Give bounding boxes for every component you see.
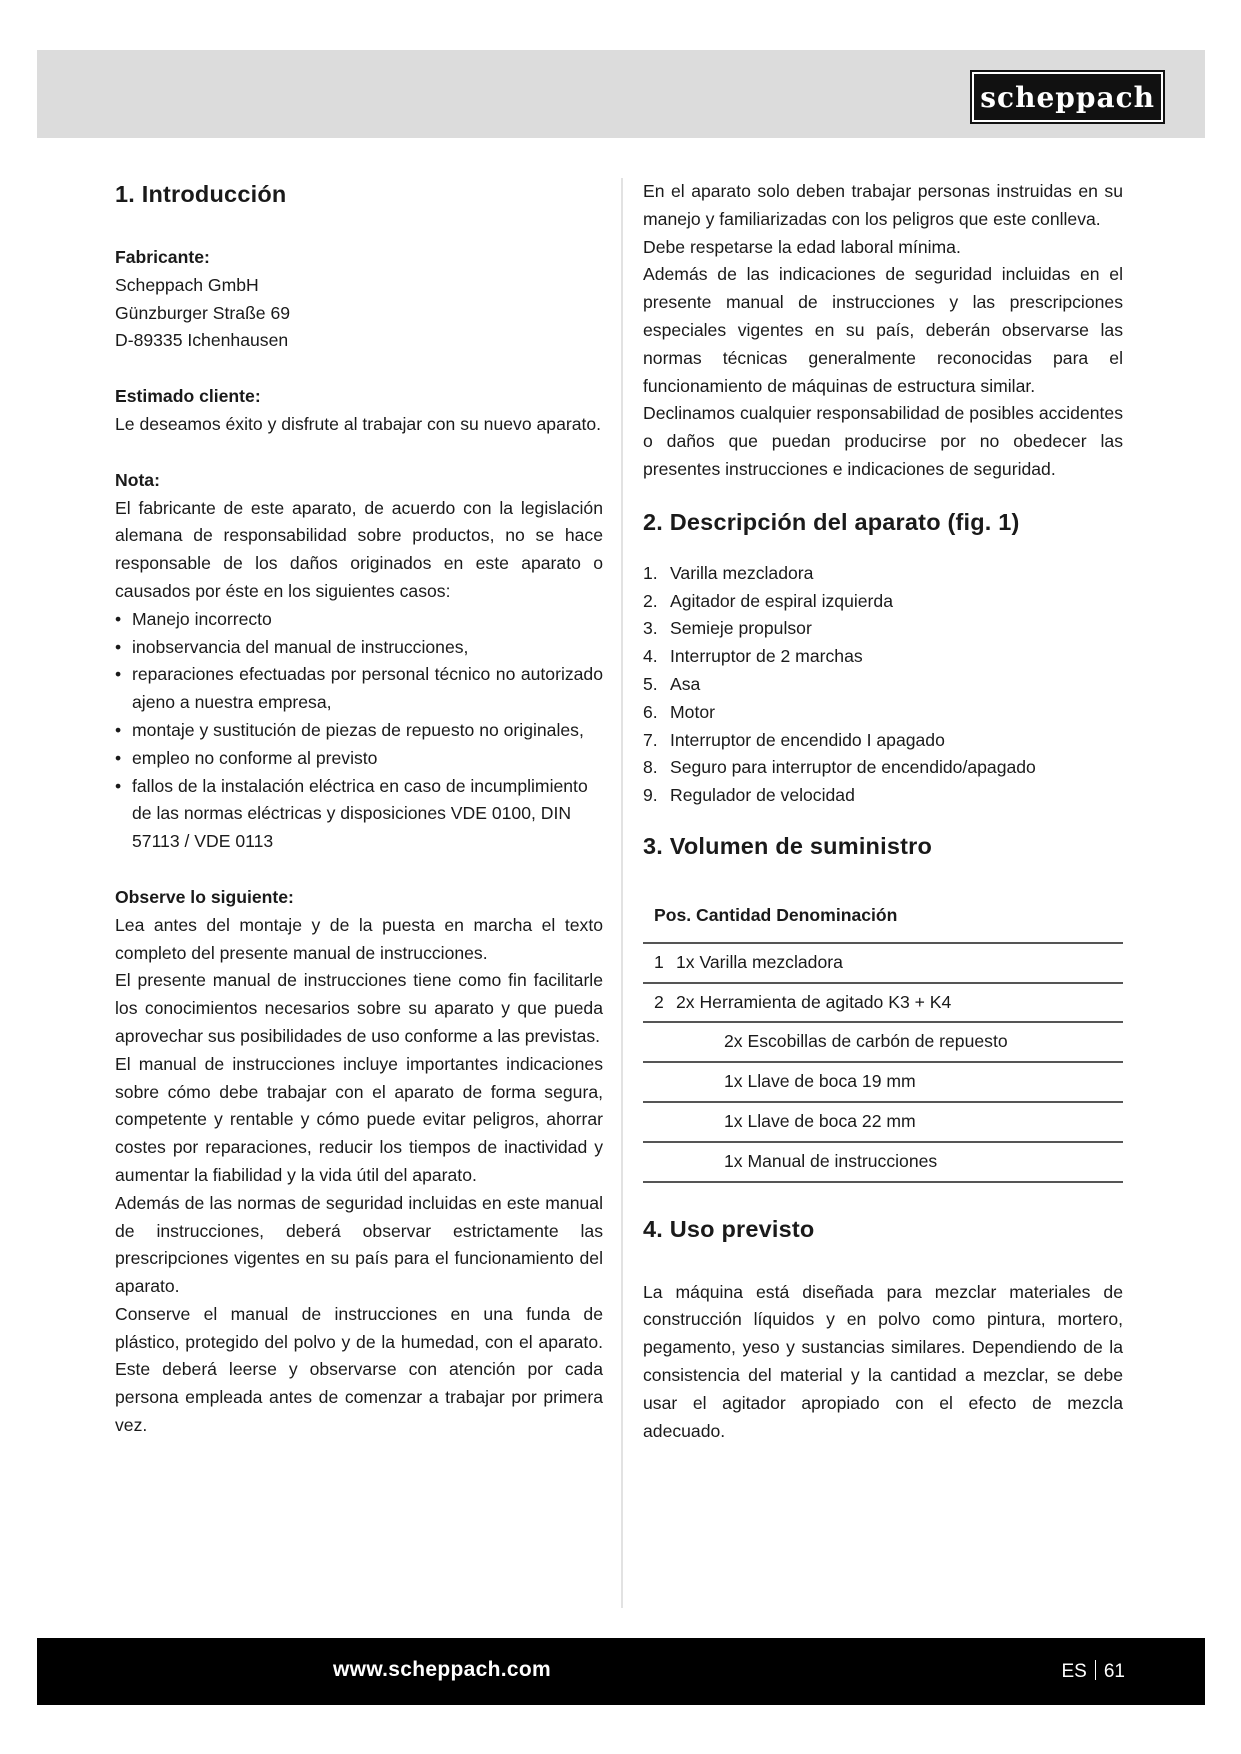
list-item: 6. Motor [643, 701, 715, 722]
usage-text: La máquina está diseñada para mezclar materiales de construcción líquidos y en polvo como pintura, mortero, pegamento, yeso y sustancias similares. Dependiendo de la consistencia del material y la cantidad a mezclar, se debe usar el agitador apropiado con el efecto de mezcla adecuado. [643, 1281, 1123, 1441]
table-row: 2x Escobillas de carbón de repuesto [643, 1022, 1123, 1062]
column-divider [621, 178, 623, 1608]
language-code: ES [1061, 1661, 1087, 1682]
note-label: Nota: [115, 469, 160, 490]
note-list [115, 606, 603, 856]
list-item: 2. Agitador de espiral izquierda [643, 590, 893, 611]
observe-paragraph: Conserve el manual de instrucciones en una funda de plástico, protegido del polvo y de la humedad, con el aparato. Este deberá leerse y observarse con atención por cada persona empleada antes de comenzar a trabajar por primera vez. [115, 1303, 603, 1436]
observe-label: Observe lo siguiente: [115, 886, 294, 907]
note-text: El fabricante de este aparato, de acuerdo con la legislación alemana de responsabilidad sobre productos, no se hace responsable de los daños originados en este aparato o causados por éste en los siguientes casos: [115, 497, 603, 601]
section-title-intended-use: 4. Uso previsto [643, 1215, 815, 1242]
supply-table [643, 898, 1123, 1183]
list-item: 8. Seguro para interruptor de encendido/apagado [643, 757, 1036, 778]
list-item: 4. Interruptor de 2 marchas [643, 646, 863, 667]
page-number-value: 61 [1103, 1661, 1125, 1682]
list-item: • montaje y sustitución de piezas de repuesto no originales, [115, 719, 584, 740]
list-item: • fallos de la instalación eléctrica en caso de incumplimiento de las normas eléctricas y disposiciones VDE 0100, DIN 57113 / VDE 0113 [115, 775, 588, 852]
table-row: 1 1x Varilla mezcladora [643, 943, 1123, 983]
table-row: 2 2x Herramienta de agitado K3 + K4 [643, 983, 1123, 1023]
list-item: 1. Varilla mezcladora [643, 562, 814, 583]
parts-list [643, 560, 1123, 810]
observe-paragraph: El manual de instrucciones incluye importantes indicaciones sobre cómo debe trabajar con el aparato de forma segura, competente y rentable y cómo puede evitar peligros, ahorrar costes por reparaciones, reducir los tiempos de inactividad y aumentar la fiabilidad y la vida útil del aparato. [115, 1053, 603, 1185]
manufacturer-label: Fabricante: [115, 247, 210, 267]
left-column [115, 178, 603, 1440]
list-item: • empleo no conforme al previsto [115, 747, 378, 768]
list-item: • inobservancia del manual de instrucciones, [115, 636, 469, 657]
manufacturer-name: Scheppach GmbH [115, 274, 259, 295]
table-row: 1x Manual de instrucciones [643, 1142, 1123, 1182]
scheppach-logo: scheppach [970, 70, 1165, 124]
right-column [643, 178, 1123, 1445]
intro-paragraph: Debe respetarse la edad laboral mínima. [643, 236, 961, 257]
observe-paragraph: El presente manual de instrucciones tiene como fin facilitarle los conocimientos necesarios sobre su aparato y que pueda aprovechar sus posibilidades de uso conforme a las previstas. [115, 970, 603, 1046]
table-header: Pos. Cantidad Denominación [643, 898, 1123, 943]
section-title-introduction: 1. Introducción [115, 181, 287, 207]
list-item: 9. Regulador de velocidad [643, 785, 855, 806]
page-number [1062, 1660, 1126, 1683]
footer-website-link[interactable]: www.scheppach.com [333, 1658, 551, 1681]
table-row: 1x Llave de boca 19 mm [643, 1062, 1123, 1102]
table-row: 1x Llave de boca 22 mm [643, 1102, 1123, 1142]
page-footer [37, 1638, 1205, 1705]
list-item: • Manejo incorrecto [115, 608, 272, 629]
observe-paragraph: Además de las normas de seguridad incluidas en este manual de instrucciones, deberá observar estrictamente las prescripciones vigentes en su país para el funcionamiento del aparato. [115, 1192, 603, 1297]
customer-label: Estimado cliente: [115, 386, 261, 407]
manufacturer-city: D-89335 Ichenhausen [115, 330, 289, 351]
intro-paragraph: Además de las indicaciones de seguridad incluidas en el presente manual de instrucciones y las prescripciones especiales vigentes en su país, deberán observarse las normas técnicas generalmente reconocidas para el funcionamiento de máquinas de estructura similar. [643, 264, 1123, 396]
section-title-supply: 3. Volumen de suministro [643, 832, 933, 859]
list-item: • reparaciones efectuadas por personal técnico no autorizado ajeno a nuestra empresa, [115, 664, 603, 713]
manufacturer-street: Günzburger Straße 69 [115, 302, 291, 323]
customer-text: Le deseamos éxito y disfrute al trabajar con su nuevo aparato. [115, 413, 602, 434]
list-item: 7. Interruptor de encendido I apagado [643, 729, 945, 750]
list-item: 5. Asa [643, 673, 701, 694]
section-title-description: 2. Descripción del aparato (fig. 1) [643, 508, 1020, 535]
list-item: 3. Semieje propulsor [643, 618, 812, 639]
page-header [37, 50, 1205, 138]
observe-paragraph: Lea antes del montaje y de la puesta en marcha el texto completo del presente manual de instrucciones. [115, 914, 603, 963]
intro-paragraph: En el aparato solo deben trabajar personas instruidas en su manejo y familiarizadas con los peligros que este conlleva. [643, 181, 1123, 229]
intro-paragraph: Declinamos cualquier responsabilidad de posibles accidentes o daños que puedan producirse por no obedecer las presentes instrucciones e indicaciones de seguridad. [643, 403, 1123, 479]
